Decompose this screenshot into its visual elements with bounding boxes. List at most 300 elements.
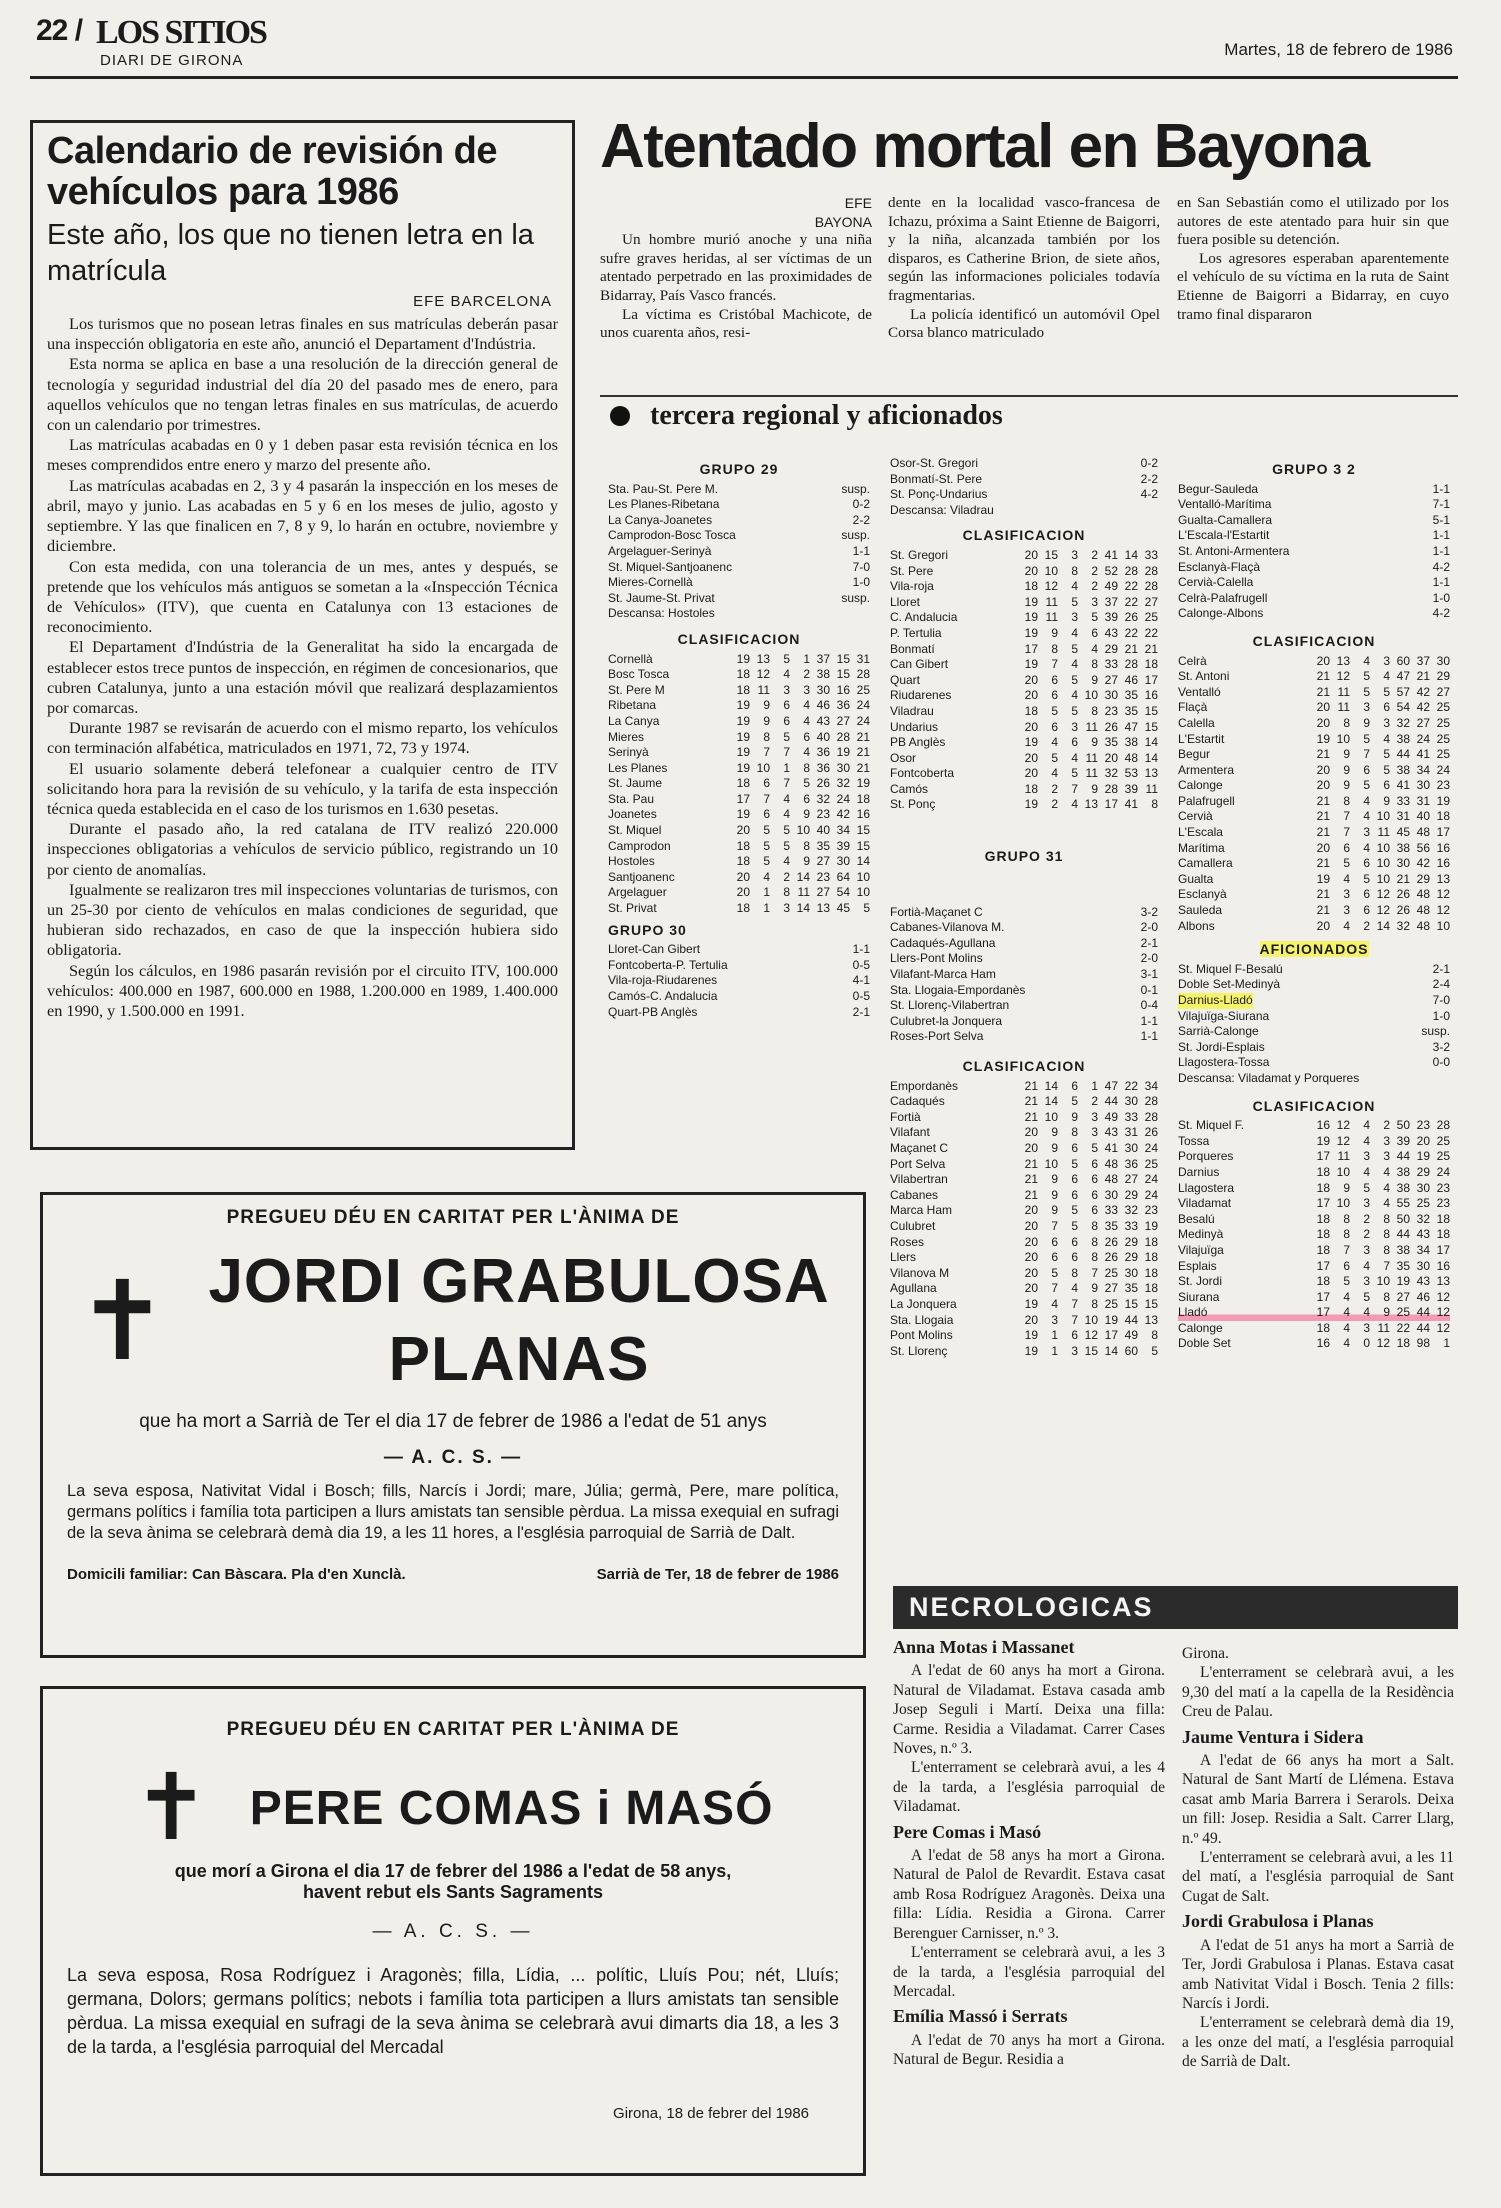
stat-cell: 18 xyxy=(1316,1274,1330,1289)
standings-row xyxy=(1178,809,1450,825)
stat-cell: 12 xyxy=(1376,1336,1390,1351)
stat-cell: 11 xyxy=(1337,1149,1350,1164)
stat-cell: 18 xyxy=(1436,809,1450,824)
stat-cell: 16 xyxy=(1436,840,1450,855)
stat-cell: 5 xyxy=(1363,684,1370,699)
team-name: P. Tertulia xyxy=(890,625,942,640)
stat-cell: 47 xyxy=(1396,669,1410,684)
stat-cell: 30 xyxy=(816,682,830,697)
stat-cell: 98 xyxy=(1416,1336,1430,1351)
stat-cell: 50 xyxy=(1396,1211,1410,1226)
stat-cell: 44 xyxy=(1104,1094,1118,1109)
stat-cell: 2 xyxy=(1091,1094,1098,1109)
necro-name: Jordi Grabulosa i Planas xyxy=(1182,1911,1374,1932)
match-score: 1-1 xyxy=(1432,575,1450,590)
result-row xyxy=(890,983,1158,999)
stat-cell: 25 xyxy=(1144,1156,1158,1171)
team-stats xyxy=(1018,1079,1158,1095)
team-name: Camallera xyxy=(1178,856,1233,871)
stat-cell: 31 xyxy=(1416,793,1430,808)
stat-cell: 7 xyxy=(763,745,770,760)
stat-cell: 20 xyxy=(1024,1265,1038,1280)
aficionados-label-text: AFICIONADOS xyxy=(1259,941,1369,958)
stat-cell: 21 xyxy=(1316,669,1330,684)
necro-para: Girona. xyxy=(1182,1645,1229,1662)
stat-cell: 11 xyxy=(1377,1320,1390,1335)
grupo-32-results xyxy=(1178,482,1450,622)
stat-cell: 4 xyxy=(1343,871,1350,886)
stat-cell: 4 xyxy=(1071,797,1078,812)
stat-cell: 6 xyxy=(1071,1172,1078,1187)
match-score: 1-1 xyxy=(1432,543,1450,558)
stat-cell: 7 xyxy=(1071,1296,1078,1311)
standings-row xyxy=(890,735,1158,751)
stat-cell: 12 xyxy=(1044,579,1058,594)
stat-cell: 5 xyxy=(1363,871,1370,886)
standings-row xyxy=(890,1235,1158,1251)
stat-cell: 19 xyxy=(1024,735,1038,750)
stat-cell: 33 xyxy=(1124,1109,1138,1124)
stat-cell: 21 xyxy=(856,745,870,760)
team-name: Begur xyxy=(1178,747,1211,762)
sports-section-title: tercera regional y aficionados xyxy=(650,400,1003,431)
stat-cell: 8 xyxy=(1383,1227,1390,1242)
stat-cell: 7 xyxy=(763,791,770,806)
stat-cell: 32 xyxy=(1416,1211,1430,1226)
result-row xyxy=(608,989,870,1005)
stat-cell: 33 xyxy=(1104,657,1118,672)
stat-cell: 20 xyxy=(1316,762,1330,777)
stat-cell: 20 xyxy=(1024,1203,1038,1218)
stat-cell: 18 xyxy=(1024,703,1038,718)
result-row xyxy=(890,1029,1158,1045)
stat-cell: 28 xyxy=(1124,563,1138,578)
stat-cell: 36 xyxy=(1124,1156,1138,1171)
team-name: Camós xyxy=(890,781,929,796)
result-row xyxy=(890,998,1158,1014)
team-stats xyxy=(730,730,870,746)
stat-cell: 24 xyxy=(836,791,850,806)
stat-cell: 14 xyxy=(1376,918,1390,933)
stat-cell: 35 xyxy=(1124,688,1138,703)
grupo-31-standings xyxy=(890,1079,1158,1360)
stat-cell: 55 xyxy=(1396,1196,1410,1211)
team-stats xyxy=(730,714,870,730)
stat-cell: 25 xyxy=(1436,731,1450,746)
stat-cell: 10 xyxy=(1084,688,1098,703)
standings-row xyxy=(890,1172,1158,1188)
stat-cell: 15 xyxy=(1144,1296,1158,1311)
stat-cell: 18 xyxy=(1436,1227,1450,1242)
stat-cell: 42 xyxy=(1416,700,1430,715)
vehicles-body xyxy=(47,314,558,1021)
stat-cell: 5 xyxy=(1363,669,1370,684)
stat-cell: 4 xyxy=(1071,750,1078,765)
stat-cell: 7 xyxy=(1071,781,1078,796)
match-score: 0-5 xyxy=(852,957,870,972)
stat-cell: 4 xyxy=(763,869,770,884)
stat-cell: 2 xyxy=(1051,781,1058,796)
match-score: 4-1 xyxy=(852,973,870,988)
team-stats xyxy=(1018,1157,1158,1173)
standings-row xyxy=(890,1203,1158,1219)
stat-cell: 41 xyxy=(1396,778,1410,793)
team-stats xyxy=(1310,1212,1450,1228)
stat-cell: 11 xyxy=(1337,700,1350,715)
stat-cell: 4 xyxy=(803,713,810,728)
match-teams: Camprodon-Bosc Tosca xyxy=(608,528,736,543)
team-name: Vilajuïga xyxy=(1178,1242,1224,1257)
stat-cell: 21 xyxy=(856,729,870,744)
stat-cell: 38 xyxy=(816,667,830,682)
result-row xyxy=(890,487,1158,503)
team-name: PB Anglès xyxy=(890,735,946,750)
match-score: 7-0 xyxy=(1432,993,1450,1007)
stat-cell: 19 xyxy=(1316,871,1330,886)
issue-date: Martes, 18 de febrero de 1986 xyxy=(1224,40,1453,59)
necro-para: L'enterrament se celebrarà demà dia 19, a les onze del matí, a l'església parroquial de Sarrià de Dalt. xyxy=(1182,2014,1454,2071)
team-name: Quart xyxy=(890,672,921,687)
stat-cell: 4 xyxy=(1363,809,1370,824)
match-teams: Camós-C. Andalucia xyxy=(608,989,718,1003)
stat-cell: 9 xyxy=(803,807,810,822)
stat-cell: 35 xyxy=(1396,1258,1410,1273)
stat-cell: 8 xyxy=(1383,1289,1390,1304)
team-stats xyxy=(1310,809,1450,825)
stat-cell: 49 xyxy=(1124,1328,1138,1343)
stat-cell: 20 xyxy=(1024,563,1038,578)
stat-cell: 30 xyxy=(1104,688,1118,703)
match-score: susp. xyxy=(841,481,870,496)
stat-cell: 4 xyxy=(1343,1336,1350,1351)
stat-cell: 38 xyxy=(1124,735,1138,750)
standings-row xyxy=(608,730,870,746)
stat-cell: 8 xyxy=(1383,1242,1390,1257)
grupo-30-results-cont xyxy=(890,456,1158,518)
stat-cell: 42 xyxy=(1416,684,1430,699)
standings-row xyxy=(890,1219,1158,1235)
match-score: 0-0 xyxy=(1432,1055,1450,1070)
stat-cell: 19 xyxy=(1436,793,1450,808)
stat-cell: 26 xyxy=(1144,1125,1158,1140)
team-stats xyxy=(1018,751,1158,767)
necro-name: Emília Massó i Serrats xyxy=(893,2006,1068,2027)
match-teams: Doble Set-Medinyà xyxy=(1178,977,1281,992)
stat-cell: 6 xyxy=(1343,1258,1350,1273)
team-name: Vilabertran xyxy=(890,1172,948,1187)
stat-cell: 9 xyxy=(1051,1172,1058,1187)
stat-cell: 21 xyxy=(1416,669,1430,684)
standings-row xyxy=(608,667,870,683)
stat-cell: 3 xyxy=(783,901,790,916)
team-name: Vilanova M xyxy=(890,1265,950,1280)
stat-cell: 22 xyxy=(1144,625,1158,640)
result-row xyxy=(890,920,1158,936)
match-score: 2-2 xyxy=(1140,471,1158,486)
result-row xyxy=(890,1014,1158,1030)
stat-cell: 10 xyxy=(1044,1156,1058,1171)
standings-row xyxy=(1178,1134,1450,1150)
stat-cell: 39 xyxy=(1124,781,1138,796)
stat-cell: 45 xyxy=(836,901,850,916)
bayona-byline-1: EFE xyxy=(844,195,872,211)
stat-cell: 19 xyxy=(1024,625,1038,640)
team-name: Agullana xyxy=(890,1281,937,1296)
standings-row xyxy=(890,579,1158,595)
stat-cell: 25 xyxy=(1436,1133,1450,1148)
stat-cell: 21 xyxy=(1316,825,1330,840)
stat-cell: 10 xyxy=(856,869,870,884)
necrologicas-header: NECROLOGICAS xyxy=(893,1586,1458,1629)
stat-cell: 8 xyxy=(1343,1227,1350,1242)
stat-cell: 5 xyxy=(763,823,770,838)
match-teams: Gualta-Camallera xyxy=(1178,512,1273,527)
stat-cell: 6 xyxy=(1071,1328,1078,1343)
stat-cell: 9 xyxy=(1091,781,1098,796)
stat-cell: 6 xyxy=(1091,1156,1098,1171)
team-stats xyxy=(1018,1344,1158,1360)
team-name: Esplais xyxy=(1178,1258,1217,1273)
obituary-home: Domicili familiar: Can Bàscara. Pla d'en Xunclà. xyxy=(67,1566,406,1583)
standings-row xyxy=(1178,669,1450,685)
team-stats xyxy=(1310,825,1450,841)
stat-cell: 2 xyxy=(1051,797,1058,812)
stat-cell: 4 xyxy=(1363,840,1370,855)
team-name: Lloret xyxy=(890,594,921,609)
stat-cell: 18 xyxy=(1316,1180,1330,1195)
stat-cell: 13 xyxy=(1144,1312,1158,1327)
stat-cell: 22 xyxy=(1124,625,1138,640)
team-stats xyxy=(1018,1281,1158,1297)
match-teams: Lloret-Can Gibert xyxy=(608,942,701,957)
bayona-para: Un hombre murió anoche y una niña sufre graves heridas, al ser víctimas de un atentado perpetrado en las proximidades de Bidarray, País Vasco francés. xyxy=(600,231,872,304)
stat-cell: 14 xyxy=(1104,1343,1118,1358)
stat-cell: 48 xyxy=(1416,903,1430,918)
team-name: Culubret xyxy=(890,1218,936,1233)
standings-row xyxy=(1178,763,1450,779)
stat-cell: 20 xyxy=(1316,700,1330,715)
stat-cell: 18 xyxy=(736,838,750,853)
newspaper-name: LOS SITIOS xyxy=(96,14,266,51)
result-row xyxy=(608,1005,870,1021)
match-teams: Argelaguer-Serinyà xyxy=(608,543,712,558)
stat-cell: 38 xyxy=(1396,1164,1410,1179)
team-stats xyxy=(730,776,870,792)
stat-cell: 19 xyxy=(1024,1343,1038,1358)
stat-cell: 19 xyxy=(1396,1274,1410,1289)
stat-cell: 3 xyxy=(1383,653,1390,668)
stat-cell: 3 xyxy=(1383,715,1390,730)
obituary-name: PERE COMAS i MASÓ xyxy=(249,1781,774,1835)
team-stats xyxy=(1310,716,1450,732)
standings-row xyxy=(890,548,1158,564)
stat-cell: 19 xyxy=(1024,657,1038,672)
team-name: St. Llorenç xyxy=(890,1343,948,1358)
stat-cell: 25 xyxy=(1104,1265,1118,1280)
stat-cell: 6 xyxy=(1051,688,1058,703)
stat-cell: 5 xyxy=(1071,641,1078,656)
team-name: La Canya xyxy=(608,713,660,728)
stat-cell: 20 xyxy=(1024,766,1038,781)
stat-cell: 1 xyxy=(1091,1078,1098,1093)
vehicles-article xyxy=(30,120,575,1150)
stat-cell: 11 xyxy=(797,885,810,900)
stat-cell: 8 xyxy=(763,729,770,744)
standings-row xyxy=(1178,1243,1450,1259)
stat-cell: 3 xyxy=(1071,1343,1078,1358)
stat-cell: 4 xyxy=(1363,793,1370,808)
stat-cell: 4 xyxy=(1343,1305,1350,1320)
stat-cell: 7 xyxy=(1363,747,1370,762)
standings-row xyxy=(890,657,1158,673)
stat-cell: 29 xyxy=(1416,1164,1430,1179)
stat-cell: 8 xyxy=(1091,1218,1098,1233)
team-name: Les Planes xyxy=(608,760,668,775)
stat-cell: 19 xyxy=(1416,1149,1430,1164)
result-row xyxy=(1178,544,1450,560)
result-row xyxy=(1178,591,1450,607)
stat-cell: 28 xyxy=(1144,563,1158,578)
stat-cell: 7 xyxy=(1051,1218,1058,1233)
team-name: Marítima xyxy=(1178,840,1225,855)
team-name: Viladamat xyxy=(1178,1196,1232,1211)
match-teams: St. Miquel F-Besalú xyxy=(1178,961,1283,976)
stat-cell: 19 xyxy=(1024,797,1038,812)
stat-cell: 8 xyxy=(1091,1250,1098,1265)
team-name: Undarius xyxy=(890,719,939,734)
team-stats xyxy=(1310,778,1450,794)
obituary-text: La seva esposa, Rosa Rodríguez i Aragonès; filla, Lídia, ... polític, Lluís Pou; nét, Lluís; germana, Dolors; germans polítics; nebots i família tota participen a llurs amistats tan sensible pèrdua. La missa exequial en sufragi de la seva ànima se celebrarà avui dimarts dia 18, a les 3 de la tarda, a l'església parroquial del Mercadal xyxy=(67,1965,839,2057)
stat-cell: 28 xyxy=(836,729,850,744)
stat-cell: 40 xyxy=(816,823,830,838)
team-name: Riudarenes xyxy=(890,688,952,703)
bayona-byline-2: BAYONA xyxy=(814,213,872,230)
standings-row xyxy=(890,1079,1158,1095)
match-score: 1-1 xyxy=(1140,1013,1158,1028)
stat-cell: 19 xyxy=(736,760,750,775)
team-stats xyxy=(1310,919,1450,935)
stat-cell: 48 xyxy=(1104,1172,1118,1187)
stat-cell: 27 xyxy=(816,854,830,869)
sports-rule xyxy=(600,395,1458,397)
standings-row xyxy=(890,1188,1158,1204)
necro-name: Pere Comas i Masó xyxy=(893,1821,1042,1842)
stat-cell: 9 xyxy=(1343,762,1350,777)
stat-cell: 32 xyxy=(1124,1203,1138,1218)
stat-cell: 44 xyxy=(1416,1320,1430,1335)
stat-cell: 1 xyxy=(783,760,790,775)
stat-cell: 7 xyxy=(1071,1312,1078,1327)
stat-cell: 12 xyxy=(1336,1118,1350,1133)
team-stats xyxy=(1018,1141,1158,1157)
team-stats xyxy=(1018,595,1158,611)
stat-cell: 43 xyxy=(1416,1227,1430,1242)
stat-cell: 17 xyxy=(1316,1149,1330,1164)
team-name: St. Gregori xyxy=(890,547,949,562)
standings-row xyxy=(608,870,870,886)
stat-cell: 4 xyxy=(1383,731,1390,746)
stat-cell: 21 xyxy=(1144,641,1158,656)
stat-cell: 30 xyxy=(1396,856,1410,871)
stat-cell: 23 xyxy=(1104,703,1118,718)
team-name: C. Andalucia xyxy=(890,610,958,625)
team-stats xyxy=(1310,1118,1450,1134)
bullet-icon xyxy=(610,406,630,426)
stat-cell: 5 xyxy=(1363,1289,1370,1304)
stat-cell: 54 xyxy=(836,885,850,900)
match-score: susp. xyxy=(1421,1024,1450,1039)
obituary-died-line: que morí a Girona el dia 17 de febrer del 1986 a l'edat de 58 anys, xyxy=(174,1861,732,1881)
standings-row xyxy=(608,745,870,761)
obituary-name-1: JORDI GRABULOSA xyxy=(208,1247,830,1316)
standings-row xyxy=(890,564,1158,580)
team-stats xyxy=(1018,735,1158,751)
obituary-acs: — A. C. S. — xyxy=(383,1447,523,1468)
stat-cell: 19 xyxy=(736,745,750,760)
result-row xyxy=(608,513,870,529)
stat-cell: 21 xyxy=(1124,641,1138,656)
obituary-died-line-2: havent rebut els Sants Sagraments xyxy=(302,1882,604,1902)
stat-cell: 25 xyxy=(1436,1149,1450,1164)
result-row xyxy=(608,958,870,974)
match-score: 7-1 xyxy=(1432,497,1450,512)
stat-cell: 6 xyxy=(1051,1250,1058,1265)
stat-cell: 10 xyxy=(1044,563,1058,578)
grupo-29-results xyxy=(608,482,870,622)
grupo-30-standings xyxy=(890,548,1158,813)
result-row xyxy=(1178,513,1450,529)
sports-col-2 xyxy=(890,456,1158,1359)
team-name: Pont Molins xyxy=(890,1328,953,1343)
stat-cell: 4 xyxy=(1343,1289,1350,1304)
stat-cell: 12 xyxy=(1084,1328,1098,1343)
team-stats xyxy=(730,839,870,855)
stat-cell: 12 xyxy=(1436,887,1450,902)
stat-cell: 8 xyxy=(803,760,810,775)
stat-cell: 27 xyxy=(1396,1289,1410,1304)
stat-cell: 2 xyxy=(1383,1118,1390,1133)
standings-row xyxy=(1178,903,1450,919)
team-stats xyxy=(1310,685,1450,701)
stat-cell: 35 xyxy=(1104,735,1118,750)
result-row xyxy=(1178,497,1450,513)
stat-cell: 44 xyxy=(1124,1312,1138,1327)
team-stats xyxy=(1018,797,1158,813)
team-stats xyxy=(730,652,870,668)
stat-cell: 25 xyxy=(1416,1196,1430,1211)
stat-cell: 18 xyxy=(1436,1211,1450,1226)
stat-cell: 20 xyxy=(1024,1218,1038,1233)
stat-cell: 28 xyxy=(1104,781,1118,796)
result-row xyxy=(608,482,870,498)
stat-cell: 5 xyxy=(1071,1156,1078,1171)
team-name: L'Escala xyxy=(1178,825,1223,840)
team-stats xyxy=(1310,1165,1450,1181)
stat-cell: 4 xyxy=(1071,579,1078,594)
stat-cell: 34 xyxy=(1144,1078,1158,1093)
stat-cell: 9 xyxy=(1051,1203,1058,1218)
match-score: 1-0 xyxy=(852,575,870,590)
match-score: susp. xyxy=(841,590,870,605)
stat-cell: 7 xyxy=(1051,1281,1058,1296)
stat-cell: 2 xyxy=(1091,547,1098,562)
stat-cell: 16 xyxy=(856,807,870,822)
stat-cell: 41 xyxy=(1416,747,1430,762)
stat-cell: 56 xyxy=(1416,840,1430,855)
match-score: susp. xyxy=(841,528,870,543)
stat-cell: 21 xyxy=(1024,1172,1038,1187)
match-teams: Sta. Pau-St. Pere M. xyxy=(608,481,719,496)
